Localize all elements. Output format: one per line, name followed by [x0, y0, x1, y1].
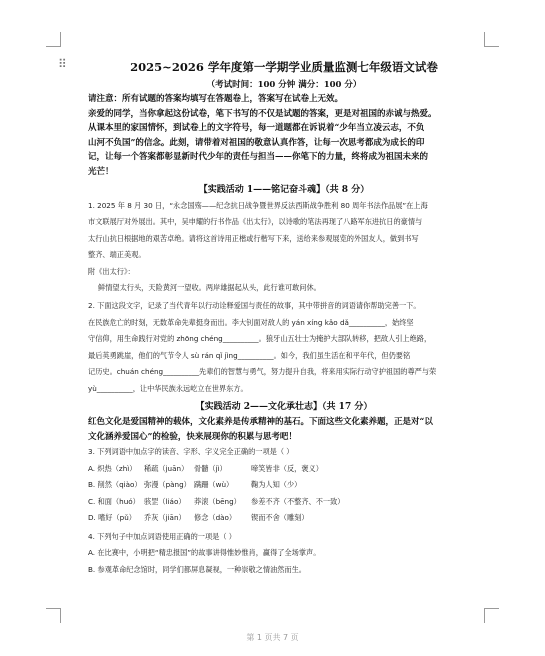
notice-line: 从课本里的家国情怀，到试卷上的文字符号，每一道题都在诉说着“少年当立凌云志，不负 [88, 123, 425, 134]
section-2-intro-line: 红色文化是爱国精神的载体，文化素养是传承精神的基石。下面这些文化素养题，正是对“以 [88, 417, 433, 428]
question-3-options [88, 461, 480, 527]
page-footer: 第 1 页共 7 页 [246, 633, 299, 642]
question-2-prompt: 2. 下面这段文字，记录了当代青年以行动诠释爱国与责任的故事，其中带拼音的词语请你帮助完善一下。 [88, 301, 421, 311]
question-1-line: 1. 2025 年 8 月 30 日，“永念国殇——纪念抗日战争暨世界反法西斯战争胜利 80 周年书法作品展”在上海 [88, 200, 428, 210]
option-cell: 骨髓（jì） [194, 463, 227, 473]
question-1-line: 整齐、端正美观。 [88, 250, 146, 260]
exam-meta: （考试时间：100 分钟 满分：100 分） [206, 80, 362, 90]
crop-mark-top-left [46, 32, 61, 47]
question-1-line: 太行山抗日根据地的艰苦卓绝。请将这首诗用正楷或行楷写下来，送给来参观展览的外国友人，做到书写 [88, 233, 419, 243]
question-2-line: 记历史。chuán chéng__________先辈们的智慧与勇气，努力提升自我，将来用实际行动守护祖国的尊严与荣 [88, 367, 437, 377]
question-2 [88, 298, 480, 397]
option-row-c[interactable] [88, 494, 480, 511]
notice-line: 亲爱的同学，当你拿起这份试卷，笔下书写的不仅是试题的答案，更是对祖国的赤诚与热爱。 [88, 108, 437, 119]
option-row-b[interactable] [88, 477, 480, 494]
question-3-prompt: 3. 下列词语中加点字的读音、字形、字义完全正确的一项是（ ） [88, 447, 294, 457]
option-cell: 弥漫（pàng） [144, 480, 191, 490]
option-cell: 蹒跚（wù） [194, 480, 234, 490]
section-2-intro-line: 文化涵养爱国心”的检验，快来展现你的积累与思考吧！ [88, 431, 297, 442]
option-row-d[interactable] [88, 510, 480, 527]
question-4-option-a[interactable]: A. 在比赛中，小明把“精忠报国”的故事讲得惟妙惟肖，赢得了全场掌声。 [88, 548, 321, 558]
question-1 [88, 198, 480, 264]
question-4-option-b[interactable]: B. 参观革命纪念馆时，同学们都屏息凝视，一种崇敬之情油然而生。 [88, 564, 306, 574]
option-cell: C. 和面（huó） [88, 496, 140, 506]
drag-handle-icon[interactable]: ⠿ [58, 57, 68, 71]
option-cell: 参差不齐（不整齐、不一致） [251, 496, 345, 506]
question-4-prompt: 4. 下列句子中加点词语使用正确的一项是（ ） [88, 531, 236, 541]
section-heading-1: 【实践活动 1——铭记奋斗魂】（共 8 分） [198, 184, 370, 195]
option-row-a[interactable] [88, 461, 480, 478]
question-2-line: 守信仰，用生命践行对党的 zhōng chéng__________。狼牙山五壮士为掩护大部队转移，把敌人引上绝路， [88, 334, 432, 344]
notice-line: 记，让每一个答案都彰显新时代少年的责任与担当——你笔下的力量，终将成为祖国未来的 [88, 152, 429, 163]
option-cell: B. 削然（qiào） [88, 480, 142, 490]
exam-title: 2025~2026 学年度第一学期学业质量监测七年级语文试卷 [130, 60, 438, 74]
option-cell: 骇罡（liáo） [144, 496, 186, 506]
option-cell: D. 嗜好（pǔ） [88, 513, 136, 523]
option-cell: 啼笑皆非（反，褒义） [251, 463, 323, 473]
option-cell: 稀疏（juān） [144, 463, 189, 473]
notice-line: 请注意：所有试题的答案均填写在答题卷上，答案写在试卷上无效。 [88, 94, 344, 104]
notice-line: 光芒！ [88, 166, 114, 177]
option-cell: 乔灰（jiān） [144, 513, 186, 523]
option-cell: 修念（dào） [194, 513, 237, 523]
notice-paragraph [88, 92, 480, 180]
poem-attachment-label: 附《出太行》： [88, 266, 135, 276]
crop-mark-top-right [484, 32, 499, 47]
section-heading-2: 【实践活动 2——文化承壮志】（共 17 分） [195, 402, 373, 413]
question-1-line: 市文联展厅对外展出。其中，吴申耀的行书作品《出太行》，以诗歌的笔法再现了八路军东进抗日的豪情与 [88, 217, 423, 227]
poem-text: 鲜情望太行头，天险黄河一望收。两岸雄据起从头，此行谁可敢问休。 [98, 283, 321, 293]
notice-line: 山河不负国”的信念。此刻，请带着对祖国的敬意认真作答，让每一次思考都成为成长的印 [88, 137, 425, 148]
option-cell: 锲而不舍（雕刻） [251, 513, 309, 523]
crop-mark-bottom-right [484, 608, 499, 623]
section-2-intro [88, 415, 480, 444]
option-cell: A. 炽热（zhì） [88, 463, 137, 473]
question-2-line: 在民族危亡的时刻，无数革命先辈挺身而出。李大钊面对敌人的 yán xíng kǎo dǎ__________，始终坚 [88, 317, 414, 327]
option-cell: 莽滚（bēng） [194, 496, 241, 506]
crop-mark-bottom-left [46, 608, 61, 623]
question-2-line: 最后英勇跳崖，他们的气节令人 sù rán qǐ jìng__________。如今，我们虽生活在和平年代，但仍要铭 [88, 350, 411, 360]
question-2-line: yù__________，让中华民族永远屹立在世界东方。 [88, 383, 248, 393]
option-cell: 鞠为人知（少） [251, 480, 302, 490]
page-content [88, 58, 480, 578]
